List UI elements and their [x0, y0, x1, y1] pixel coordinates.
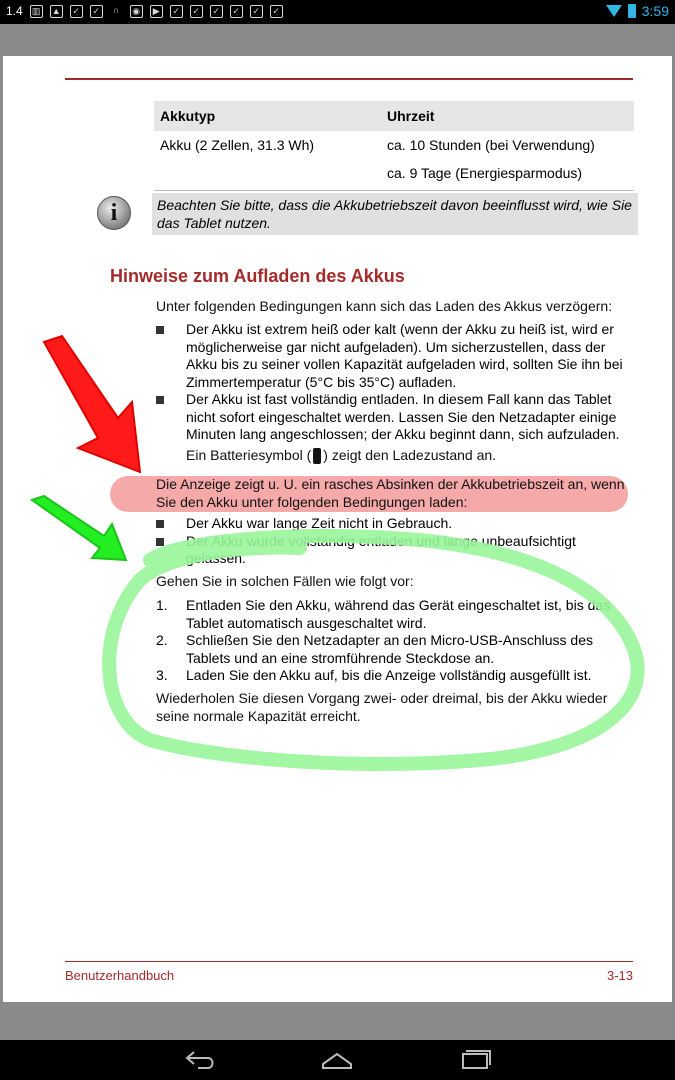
step-number: 1. [156, 597, 168, 613]
home-icon[interactable] [320, 1048, 354, 1072]
closing-text: Wiederholen Sie diesen Vorgang zwei- oder dreimal, bis der Akku wieder seine normale Kapazität erreicht. [156, 690, 608, 724]
steps-list [156, 597, 636, 685]
navigation-bar [0, 1040, 675, 1080]
steps-intro: Gehen Sie in solchen Fällen wie folgt vor: [156, 573, 414, 589]
step-item [156, 597, 636, 632]
table-row [154, 131, 634, 159]
list-item-text: Der Akku ist fast vollständig entladen. In diesem Fall kann das Tablet nicht sofort eingeschaltet werden. Lassen Sie den Netzadapter einige Minuten lang angeschlossen; der Akku beginnt dann, sich aufzuladen. [186, 391, 620, 442]
header-rule [65, 78, 633, 80]
bullet-list-conditions [156, 321, 636, 444]
battery-table [154, 101, 634, 191]
list-item: Der Akku ist extrem heiß oder kalt (wenn der Akku zu heiß ist, wird er möglicherweise gar nicht aufgeladen). Um sicherzustellen, dass der Akku bis zu seiner vollen Kapazität aufgeladen wird, sollten Sie ihn bei Zimmertemperatur (5°C bis 35°C) aufladen. [156, 321, 636, 391]
list-item: Der Akku wurde vollständig entladen und lange unbeaufsichtigt gelassen. [156, 533, 636, 568]
recents-icon[interactable] [458, 1048, 492, 1072]
step-item [156, 667, 636, 685]
nvidia-icon: ◉ [130, 5, 143, 18]
back-icon[interactable] [184, 1048, 218, 1072]
step-number: 2. [156, 632, 168, 648]
step-text: Schließen Sie den Netzadapter an den Micro-USB-Anschluss des Tablets und an eine stromführende Steckdose an. [186, 632, 593, 666]
step-text: Laden Sie den Akku auf, bis die Anzeige vollständig ausgefüllt ist. [186, 667, 592, 683]
status-bar [0, 0, 675, 24]
step-number: 3. [156, 667, 168, 683]
page-number: 3-13 [606, 968, 633, 983]
section-heading: Hinweise zum Aufladen des Akkus [110, 266, 405, 286]
battery-symbol-pre: Ein Batteriesymbol ( [186, 447, 312, 463]
wifi-icon [606, 5, 622, 17]
graph-icon: ▥ [30, 5, 43, 18]
note-box: Beachten Sie bitte, dass die Akkubetriebszeit davon beeinflusst wird, wie Sie das Tablet nutzen. [152, 193, 638, 235]
list-item: Der Akku war lange Zeit nicht in Gebrauch. [156, 515, 636, 533]
footer-title: Benutzerhandbuch [65, 968, 175, 983]
document-page[interactable] [3, 56, 672, 1002]
battery-symbol-post: ) zeigt den Ladezustand an. [323, 447, 497, 463]
table-cell: ca. 10 Stunden (bei Verwendung) [387, 137, 595, 153]
table-cell: Akku (2 Zellen, 31.3 Wh) [160, 137, 315, 153]
clock: 3:59 [641, 3, 669, 19]
table-row [154, 159, 634, 191]
info-icon: i [97, 196, 131, 230]
check-icon: ✓ [230, 5, 243, 18]
status-bar-system [606, 3, 669, 19]
status-left-text: 1.4 [6, 4, 23, 18]
footer-rule [65, 961, 633, 962]
check-icon: ✓ [90, 5, 103, 18]
check-icon: ✓ [170, 5, 183, 18]
table-header: Uhrzeit [381, 101, 634, 131]
highlighted-text: Die Anzeige zeigt u. U. ein rasches Absinken der Akkubetriebszeit an, wenn Sie den Akku unter folgenden Bedingungen laden: [156, 476, 625, 510]
battery-symbol-line [186, 447, 636, 465]
battery-icon [628, 4, 636, 18]
table-header: Akkutyp [154, 101, 381, 131]
check-icon: ✓ [190, 5, 203, 18]
battery-symbol-icon [313, 448, 321, 464]
headset-icon: ∩ [112, 4, 120, 15]
step-text: Entladen Sie den Akku, während das Gerät eingeschaltet ist, bis das Tablet automatisch ausgeschaltet wird. [186, 597, 611, 631]
step-item [156, 632, 636, 667]
check-icon: ✓ [210, 5, 223, 18]
check-icon: ✓ [70, 5, 83, 18]
image-icon: ▲ [50, 5, 63, 18]
table-header-row [154, 101, 634, 131]
intro-text: Unter folgenden Bedingungen kann sich das Laden des Akkus verzögern: [156, 298, 613, 314]
play-store-icon: ▶ [150, 5, 163, 18]
check-icon: ✓ [250, 5, 263, 18]
status-bar-notifications [6, 4, 283, 18]
list-item [156, 391, 636, 444]
check-icon: ✓ [270, 5, 283, 18]
bullet-list-rapid-drop [156, 515, 636, 568]
table-cell [154, 159, 381, 191]
table-cell: ca. 9 Tage (Energiesparmodus) [381, 159, 634, 191]
